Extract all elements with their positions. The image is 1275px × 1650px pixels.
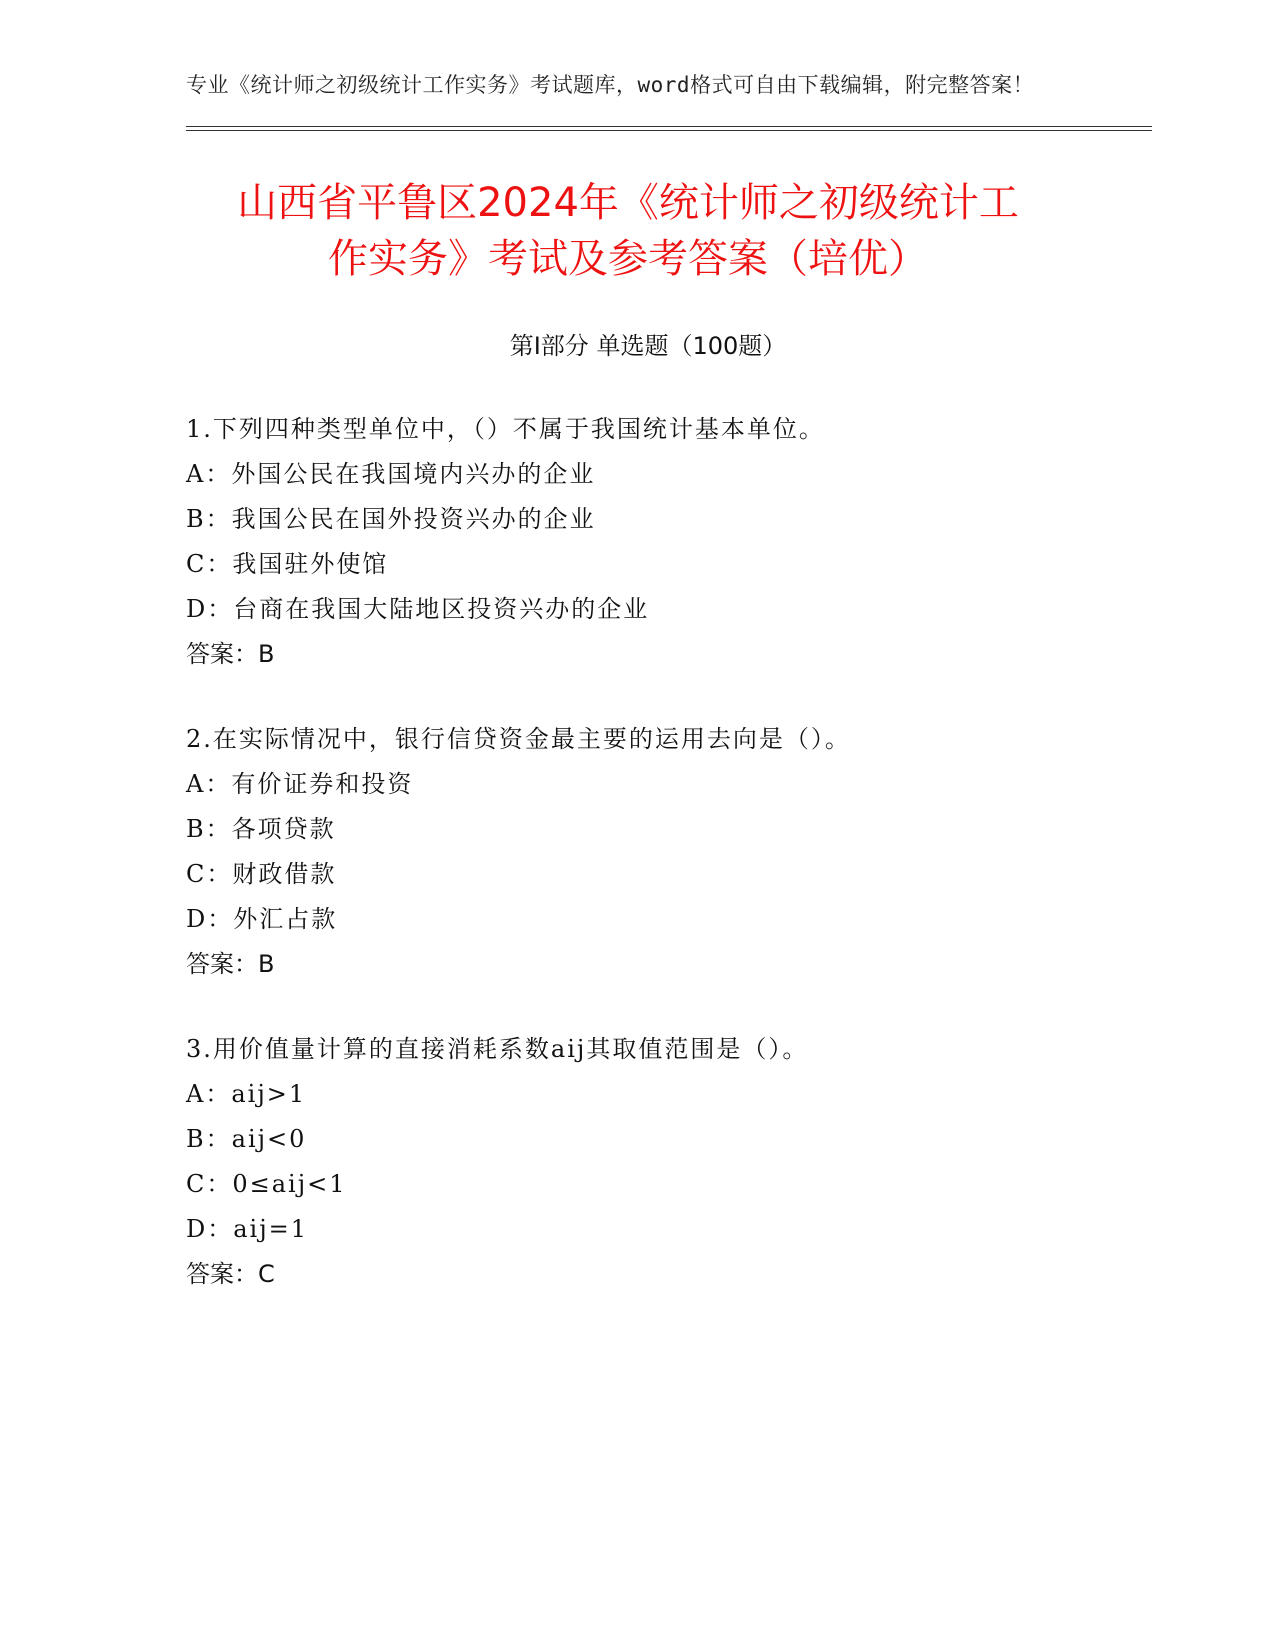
question-stem: 1.下列四种类型单位中，（）不属于我国统计基本单位。 — [186, 415, 825, 443]
option-b: B：aij<0 — [186, 1125, 307, 1153]
question-list — [186, 407, 1150, 1297]
question-2 — [186, 717, 1150, 987]
title-line-2: 作实务》考试及参考答案（培优） — [328, 236, 928, 282]
answer: 答案：B — [186, 950, 275, 978]
option-c: C：财政借款 — [186, 860, 337, 888]
document-page — [186, 70, 1150, 1337]
answer: 答案：C — [186, 1260, 275, 1288]
question-stem: 2.在实际情况中，银行信贷资金最主要的运用去向是（）。 — [186, 725, 851, 753]
option-a: A：外国公民在我国境内兴办的企业 — [186, 460, 596, 488]
option-c: C：我国驻外使馆 — [186, 550, 389, 578]
option-d: D：外汇占款 — [186, 905, 338, 933]
question-stem: 3.用价值量计算的直接消耗系数aij其取值范围是（）。 — [186, 1035, 809, 1063]
option-b: B：各项贷款 — [186, 815, 336, 843]
option-a: A：有价证券和投资 — [186, 770, 414, 798]
document-title — [186, 175, 1150, 287]
option-c: C：0≤aij<1 — [186, 1170, 347, 1198]
option-a: A：aij>1 — [186, 1080, 307, 1108]
answer: 答案：B — [186, 640, 275, 668]
option-b: B：我国公民在国外投资兴办的企业 — [186, 505, 596, 533]
header-note: 专业《统计师之初级统计工作实务》考试题库，word格式可自由下载编辑，附完整答案！ — [186, 73, 1035, 97]
title-line-1: 山西省平鲁区2024年《统计师之初级统计工 — [237, 180, 1019, 226]
section-heading: 第Ⅰ部分 单选题（100题） — [509, 332, 787, 360]
question-3 — [186, 1027, 1150, 1297]
question-1 — [186, 407, 1150, 677]
header-divider — [186, 126, 1152, 131]
option-d: D：台商在我国大陆地区投资兴办的企业 — [186, 595, 650, 623]
option-d: D：aij=1 — [186, 1215, 309, 1243]
